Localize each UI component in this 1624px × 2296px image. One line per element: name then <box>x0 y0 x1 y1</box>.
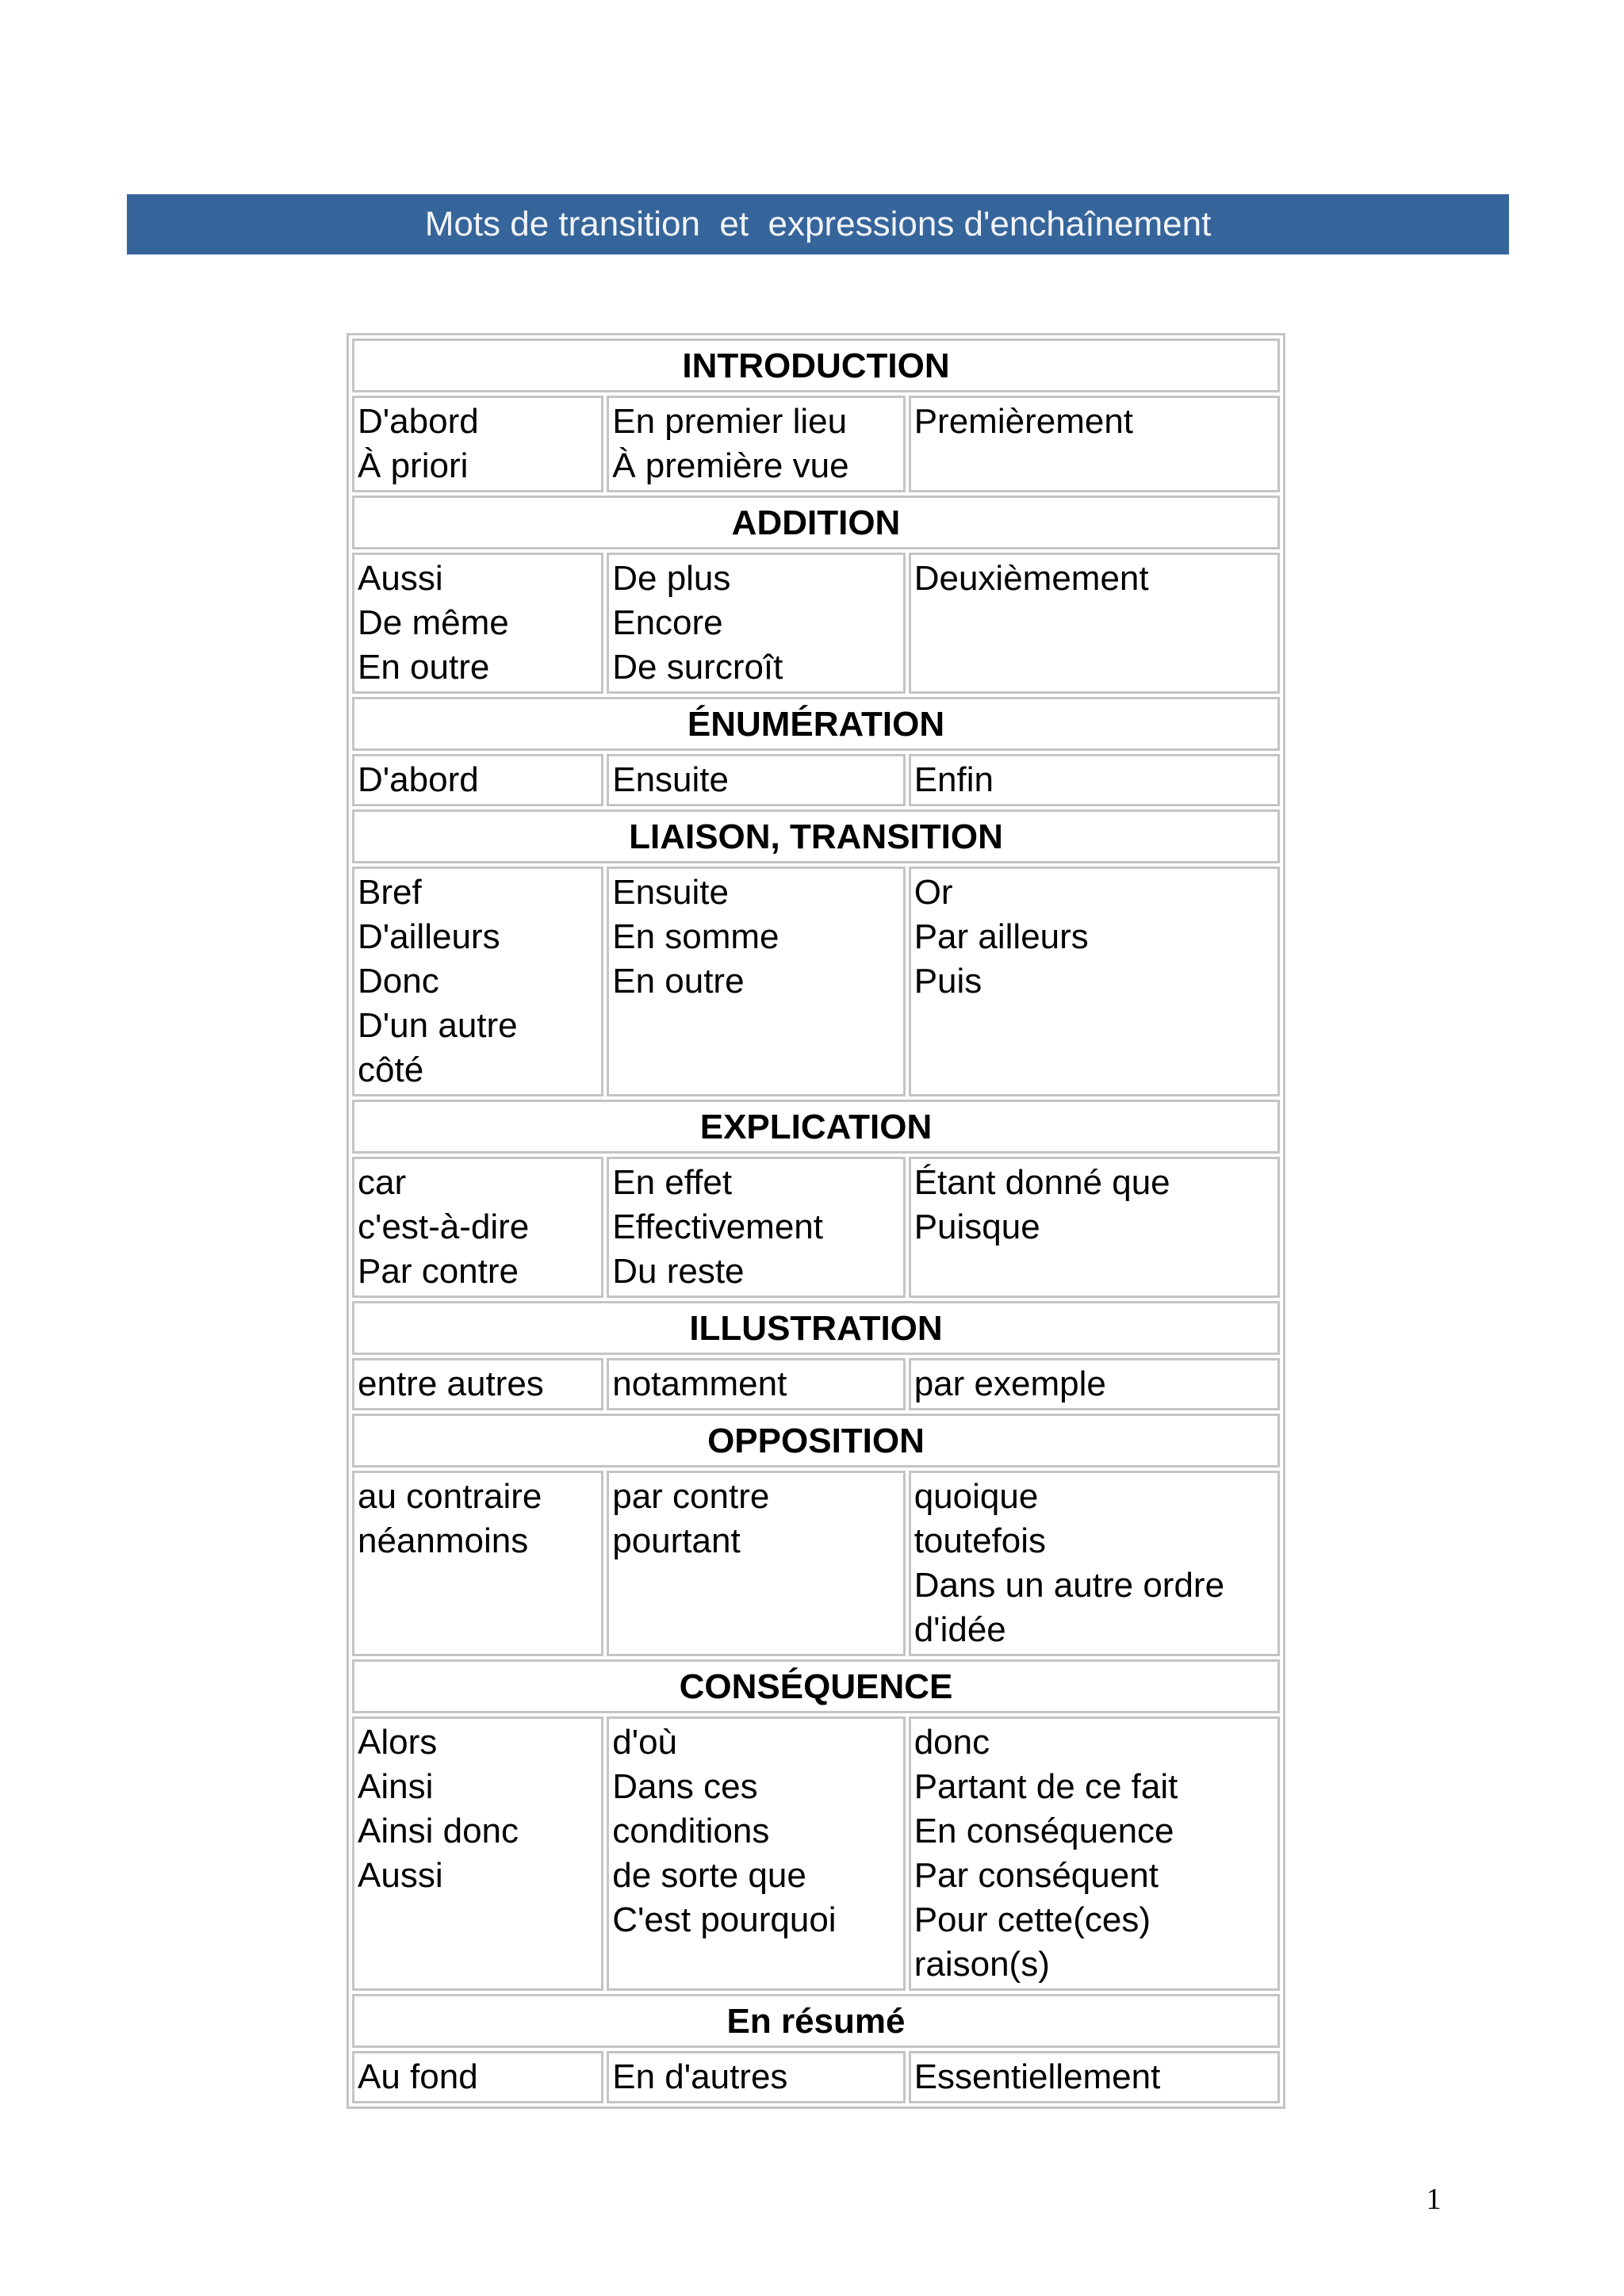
section-row <box>352 1716 1280 1991</box>
section-row <box>352 553 1280 694</box>
expression-cell: En d'autres <box>607 2051 905 2103</box>
section-row <box>352 1471 1280 1656</box>
expression-cell: donc Partant de ce fait En conséquence Par conséquent Pour cette(ces) raison(s) <box>909 1716 1280 1991</box>
expression-cell: car c'est-à-dire Par contre <box>352 1157 603 1298</box>
section-header-row <box>352 339 1280 392</box>
section-header-row <box>352 809 1280 863</box>
expression-cell: Étant donné que Puisque <box>909 1157 1280 1298</box>
expression-cell: par contre pourtant <box>607 1471 905 1656</box>
section-header-row <box>352 1659 1280 1713</box>
section-row <box>352 1157 1280 1298</box>
section-header-row <box>352 1301 1280 1355</box>
document-title: Mots de transition et expressions d'enchaînement <box>127 194 1509 254</box>
section-header: ILLUSTRATION <box>352 1301 1280 1355</box>
section-row <box>352 2051 1280 2103</box>
section-header: EXPLICATION <box>352 1100 1280 1154</box>
section-header: En résumé <box>352 1994 1280 2048</box>
expression-cell: Enfin <box>909 754 1280 806</box>
section-row <box>352 1358 1280 1410</box>
expression-cell: Essentiellement <box>909 2051 1280 2103</box>
section-header-row <box>352 1994 1280 2048</box>
expression-cell: notamment <box>607 1358 905 1410</box>
expression-cell: D'abord <box>352 754 603 806</box>
section-row <box>352 754 1280 806</box>
section-header: INTRODUCTION <box>352 339 1280 392</box>
expression-cell: Au fond <box>352 2051 603 2103</box>
section-header-row <box>352 1100 1280 1154</box>
expression-cell: Ensuite <box>607 754 905 806</box>
section-header-row <box>352 1414 1280 1468</box>
section-row <box>352 396 1280 492</box>
expression-cell: Alors Ainsi Ainsi donc Aussi <box>352 1716 603 1991</box>
expression-cell: d'où Dans ces conditions de sorte que C'est pourquoi <box>607 1716 905 1991</box>
section-header: LIAISON, TRANSITION <box>352 809 1280 863</box>
expression-cell: quoique toutefois Dans un autre ordre d'idée <box>909 1471 1280 1656</box>
section-header: CONSÉQUENCE <box>352 1659 1280 1713</box>
section-header: ADDITION <box>352 496 1280 549</box>
section-header: ÉNUMÉRATION <box>352 697 1280 751</box>
expression-cell: Bref D'ailleurs Donc D'un autre côté <box>352 867 603 1096</box>
expression-cell: Premièrement <box>909 396 1280 492</box>
section-row <box>352 867 1280 1096</box>
expression-cell: En effet Effectivement Du reste <box>607 1157 905 1298</box>
expression-cell: par exemple <box>909 1358 1280 1410</box>
expression-cell: entre autres <box>352 1358 603 1410</box>
table-body <box>352 339 1280 2103</box>
expression-cell: De plus Encore De surcroît <box>607 553 905 694</box>
transition-words-table-container <box>347 333 1285 2109</box>
expression-cell: Deuxièmement <box>909 553 1280 694</box>
section-header-row <box>352 697 1280 751</box>
expression-cell: Ensuite En somme En outre <box>607 867 905 1096</box>
expression-cell: Aussi De même En outre <box>352 553 603 694</box>
section-header: OPPOSITION <box>352 1414 1280 1468</box>
expression-cell: au contraire néanmoins <box>352 1471 603 1656</box>
expression-cell: Or Par ailleurs Puis <box>909 867 1280 1096</box>
expression-cell: D'abord À priori <box>352 396 603 492</box>
transition-words-table <box>347 333 1285 2109</box>
page-number: 1 <box>1426 2183 1442 2216</box>
expression-cell: En premier lieu À première vue <box>607 396 905 492</box>
section-header-row <box>352 496 1280 549</box>
